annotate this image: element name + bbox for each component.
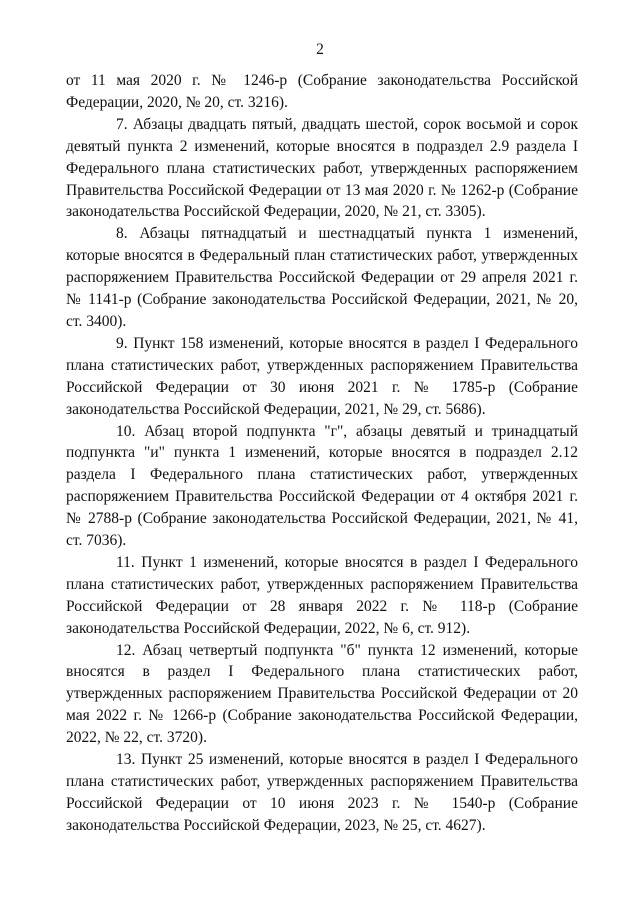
paragraph-item-8: 8. Абзацы пятнадцатый и шестнадцатый пункта 1 изменений, которые вносятся в Федеральный план статистических работ, утвержденных распоряжением Правительства Российской Федерации от 29 апреля 2021 г. № 1141-р (Собрание законодательства Российской Федерации, 2021, № 20, ст. 3400).: [66, 225, 578, 330]
document-body: [66, 70, 578, 837]
paragraph-item-13: 13. Пункт 25 изменений, которые вносятся в раздел I Федерального плана статистических работ, утвержденных распоряжением Правительства Российской Федерации от 10 июня 2023 г. № 1540-р (Собрание законодательства Российской Федерации, 2023, № 25, ст. 4627).: [66, 751, 578, 834]
paragraph-item-10: 10. Абзац второй подпункта "г", абзацы девятый и тринадцатый подпункта "и" пункта 1 изменений, которые вносятся в подраздел 2.12 раздела I Федерального плана статистических работ, утвержденных распоряжением Правительства Российской Федерации от 4 октября 2021 г. № 2788-р (Собрание законодательства Российской Федерации, 2021, № 41, ст. 7036).: [66, 422, 578, 550]
paragraph-item-7: 7. Абзацы двадцать пятый, двадцать шестой, сорок восьмой и сорок девятый пункта 2 изменений, которые вносятся в подраздел 2.9 раздела I Федерального плана статистических работ, утвержденных распоряжением Правительства Российской Федерации от 13 мая 2020 г. № 1262-р (Собрание законодательства Российской Федерации, 2020, № 21, ст. 3305).: [66, 115, 578, 221]
paragraph-item-9: 9. Пункт 158 изменений, которые вносятся в раздел I Федерального плана статистических работ, утвержденных распоряжением Правительства Российской Федерации от 30 июня 2021 г. № 1785-р (Собрание законодательства Российской Федерации, 2021, № 29, ст. 5686).: [66, 334, 578, 418]
paragraph-continuation: от 11 мая 2020 г. № 1246-р (Собрание законодательства Российской Федерации, 2020, № 20, ст. 3216).: [66, 72, 578, 111]
paragraph-item-12: 12. Абзац четвертый подпункта "б" пункта 12 изменений, которые вносятся в раздел I Федерального плана статистических работ, утвержденных распоряжением Правительства Российской Федерации от 20 мая 2022 г. № 1266-р (Собрание законодательства Российской Федерации, 2022, № 22, ст. 3720).: [66, 641, 578, 747]
page-number: 2: [316, 41, 324, 58]
paragraph-item-11: 11. Пункт 1 изменений, которые вносятся в раздел I Федерального плана статистических работ, утвержденных распоряжением Правительства Российской Федерации от 28 января 2022 г. № 118-р (Собрание законодательства Российской Федерации, 2022, № 6, ст. 912).: [66, 553, 578, 637]
